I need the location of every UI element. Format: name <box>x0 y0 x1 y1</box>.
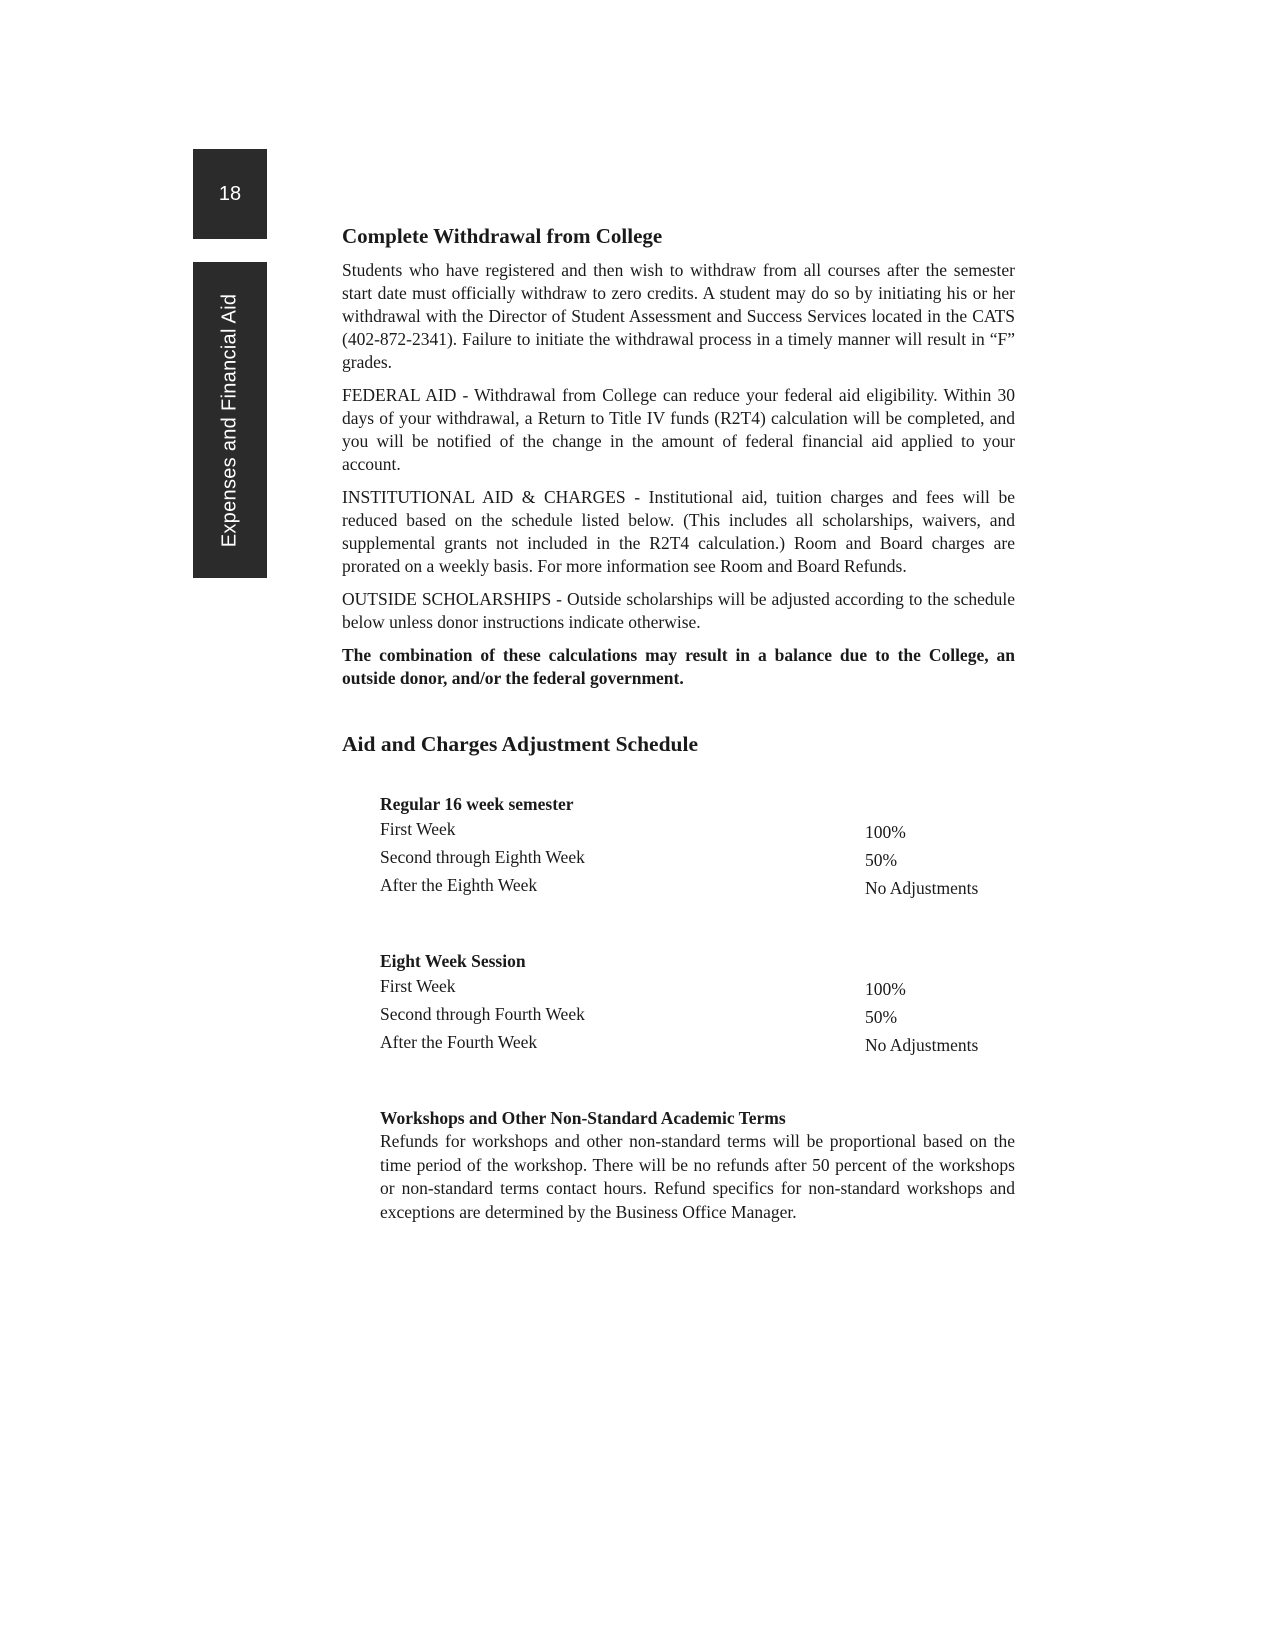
schedule-row-value: 50% <box>865 1007 898 1027</box>
schedule-row-label: Second through Eighth Week <box>380 847 585 867</box>
schedule-row-label: First Week <box>380 976 456 996</box>
schedule-row-value: 100% <box>865 979 906 999</box>
schedule-row-value: 50% <box>865 850 898 870</box>
schedule-block-title: Eight Week Session <box>380 951 526 971</box>
section-tab-label: Expenses and Financial Aid <box>218 293 241 547</box>
schedule-row-value: 100% <box>865 822 906 842</box>
workshops-block <box>380 1106 1015 1224</box>
schedule-row-value: No Adjustments <box>865 878 979 898</box>
page-number-tab <box>193 149 267 239</box>
schedule-row-label: After the Eighth Week <box>380 875 538 895</box>
section-tab <box>193 262 267 578</box>
outside-scholarships-paragraph: OUTSIDE SCHOLARSHIPS - Outside scholarships will be adjusted according to the schedule below unless donor instructions indicate otherwise. <box>342 589 1015 632</box>
schedule-row <box>380 817 1015 845</box>
workshops-title: Workshops and Other Non-Standard Academic Terms <box>380 1108 786 1128</box>
workshops-paragraph: Refunds for workshops and other non-standard terms will be proportional based on the time period of the workshop. There will be no refunds after 50 percent of the workshops or non-standard terms contact hours. Refund specifics for non-standard workshops and exceptions are determined by the Business Office Manager. <box>380 1131 1015 1222</box>
withdrawal-intro-paragraph: Students who have registered and then wish to withdraw from all courses after the semester start date must officially withdraw to zero credits. A student may do so by initiating his or her withdrawal with the Director of Student Assessment and Success Services located in the CATS (402-872-2341). Failure to initiate the withdrawal process in a timely manner will result in “F” grades. <box>342 260 1015 372</box>
schedule-row-label: Second through Fourth Week <box>380 1004 585 1024</box>
schedule-row <box>380 845 1015 873</box>
withdrawal-heading: Complete Withdrawal from College <box>342 224 663 248</box>
institutional-aid-paragraph: INSTITUTIONAL AID & CHARGES - Institutional aid, tuition charges and fees will be reduced based on the schedule listed below. (This includes all scholarships, waivers, and supplemental grants not included in the R2T4 calculation.) Room and Board charges are prorated on a weekly basis. For more information see Room and Board Refunds. <box>342 487 1015 576</box>
schedule-row <box>380 974 1015 1002</box>
schedule-row-value: No Adjustments <box>865 1035 979 1055</box>
page-number: 18 <box>218 182 242 205</box>
schedule-row <box>380 1002 1015 1030</box>
federal-aid-paragraph: FEDERAL AID - Withdrawal from College can reduce your federal aid eligibility. Within 30 days of your withdrawal, a Return to Title IV funds (R2T4) calculation will be completed, and you will be notified of the change in the amount of federal financial aid applied to your account. <box>342 385 1015 474</box>
schedule-heading: Aid and Charges Adjustment Schedule <box>342 732 698 756</box>
page-content <box>342 224 1015 1224</box>
schedule-row-label: First Week <box>380 819 456 839</box>
schedule-row-label: After the Fourth Week <box>380 1032 538 1052</box>
schedule-row <box>380 1030 1015 1058</box>
schedule-row <box>380 873 1015 901</box>
balance-due-notice: The combination of these calculations may result in a balance due to the College, an outside donor, and/or the federal government. <box>342 645 1015 688</box>
schedule-block-title: Regular 16 week semester <box>380 794 574 814</box>
regular-semester-block <box>380 792 1015 901</box>
eight-week-session-block <box>380 949 1015 1058</box>
